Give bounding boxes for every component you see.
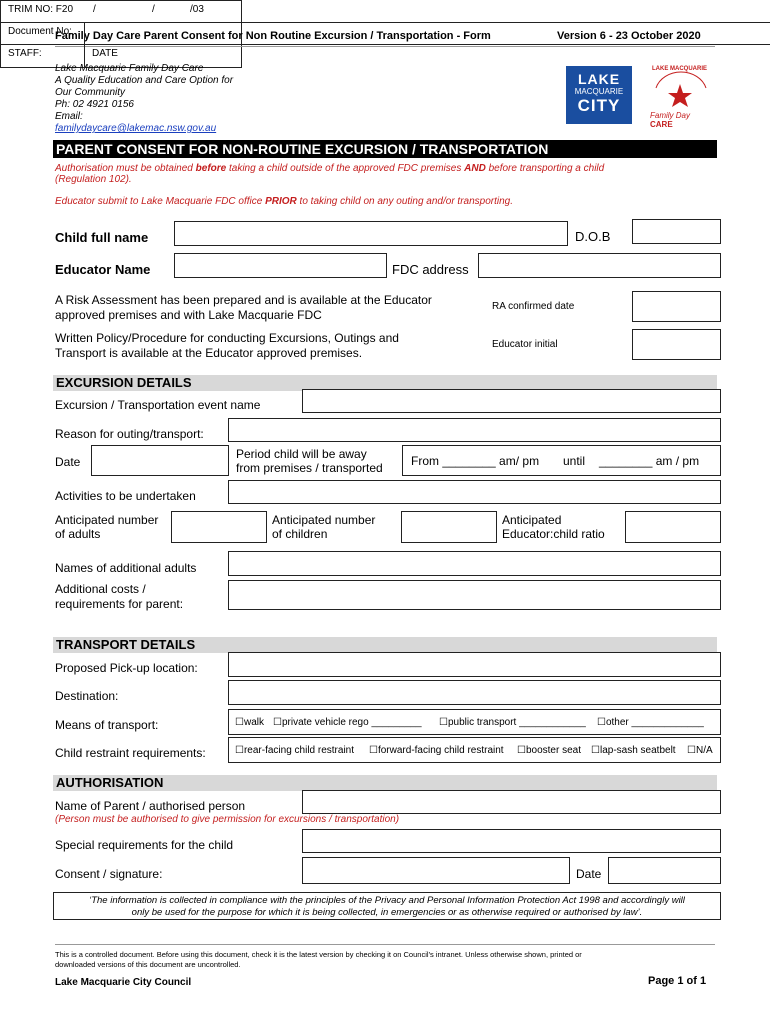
consent-date-label: Date <box>576 867 602 881</box>
footer-divider <box>55 944 715 945</box>
educator-name-label: Educator Name <box>55 262 151 277</box>
org-phone: Ph: 02 4921 0156 <box>55 99 134 110</box>
risk-assessment-text: A Risk Assessment has been prepared and is available at the Educator approved premises and with Lake Macquarie FDC <box>55 293 432 322</box>
children-label: Anticipated number of children <box>272 513 376 541</box>
parent-name-label: Name of Parent / authorised person <box>55 799 246 813</box>
logo-city-text: CITY <box>577 96 621 115</box>
reason-label: Reason for outing/transport: <box>55 427 204 441</box>
na-checkbox[interactable]: ☐ N/A <box>687 745 713 756</box>
privacy-statement: ‘The information is collected in compliance with the principles of the Privacy and Personal Information Protection Act 1998 and accordingly will only be used for the purpose for which it is being collected, in emergencies or as otherwise required or authorised by law’. <box>53 892 721 920</box>
consent-signature-input[interactable] <box>302 857 570 884</box>
org-email-link[interactable]: familydaycare@lakemac.nsw.gov.au <box>55 123 217 134</box>
educator-name-input[interactable] <box>174 253 387 278</box>
until-label: until <box>563 454 586 468</box>
trim-label: TRIM NO: F20 <box>8 4 74 15</box>
footer-council: Lake Macquarie City Council <box>55 977 192 988</box>
page-number: Page 1 of 1 <box>648 975 707 987</box>
excursion-details-heading: EXCURSION DETAILS <box>53 375 717 391</box>
header-divider <box>55 46 715 47</box>
forward-facing-checkbox[interactable]: ☐ forward-facing child restraint <box>369 745 504 756</box>
reason-input[interactable] <box>228 418 721 442</box>
additional-costs-label: Additional costs / requirements for parent: <box>55 582 184 611</box>
child-full-name-label: Child full name <box>55 230 149 245</box>
additional-adults-input[interactable] <box>228 551 721 576</box>
lap-sash-checkbox[interactable]: ☐ lap-sash seatbelt <box>591 745 676 756</box>
until-time-blank: ________ am / pm <box>599 454 700 468</box>
special-requirements-label: Special requirements for the child <box>55 838 234 852</box>
event-name-input[interactable] <box>302 389 721 413</box>
logo-lake-text: LAKE <box>577 71 621 87</box>
adults-label: Anticipated number of adults <box>55 513 159 541</box>
lake-macquarie-city-logo <box>566 66 632 124</box>
rear-facing-checkbox[interactable]: ☐ rear-facing child restraint <box>235 745 354 756</box>
family-day-care-logo <box>646 64 714 129</box>
logo-fdc-text-1: Family Day <box>650 111 691 120</box>
controlled-document-note: This is a controlled document. Before using this document, check it is the latest version by checking it on Council’s intranet. Unless otherwise shown, printed or downloaded versions of this document are uncontrolled. <box>55 950 582 969</box>
form-title: PARENT CONSENT FOR NON-ROUTINE EXCURSION / TRANSPORTATION <box>53 140 717 158</box>
consent-date-input[interactable] <box>608 857 721 884</box>
educator-initial-label: Educator initial <box>492 339 558 350</box>
from-label: From ________ am/ pm <box>411 454 540 468</box>
destination-label: Destination: <box>55 689 119 703</box>
fdc-address-input[interactable] <box>478 253 721 278</box>
educator-initial-input[interactable] <box>632 329 721 360</box>
walk-checkbox[interactable]: ☐ walk <box>235 717 264 728</box>
consent-signature-label: Consent / signature: <box>55 867 163 881</box>
dob-label: D.O.B <box>575 229 611 244</box>
submit-note: Educator submit to Lake Macquarie FDC office PRIOR to taking child on any outing and/or transporting. <box>55 196 514 207</box>
special-requirements-input[interactable] <box>302 829 721 853</box>
means-label: Means of transport: <box>55 718 159 732</box>
org-email-label: Email: <box>55 111 83 122</box>
parent-name-note: (Person must be authorised to give permission for excursions / transportation) <box>55 814 400 825</box>
org-tagline-2: Our Community <box>55 87 126 98</box>
activities-label: Activities to be undertaken <box>55 489 196 503</box>
date-label: DATE <box>92 48 118 59</box>
additional-costs-input[interactable] <box>228 580 721 610</box>
restraint-options <box>228 737 721 763</box>
authorisation-heading: AUTHORISATION <box>53 775 717 791</box>
org-tagline-1: A Quality Education and Care Option for <box>55 75 234 86</box>
period-time-input[interactable] <box>402 445 721 476</box>
trim-box <box>0 0 242 68</box>
pickup-input[interactable] <box>228 652 721 677</box>
pickup-label: Proposed Pick-up location: <box>55 661 198 675</box>
trim-slash-2: / <box>152 4 155 15</box>
ra-confirmed-label: RA confirmed date <box>492 301 575 312</box>
policy-text: Written Policy/Procedure for conducting Excursions, Outings and Transport is available at the Educator approved premises. <box>55 331 399 360</box>
authorisation-note: Authorisation must be obtained before taking a child outside of the approved FDC premises AND before transporting a child (Regulation 102). <box>55 163 605 185</box>
adults-count-input[interactable] <box>171 511 267 543</box>
trim-slash-1: / <box>93 4 96 15</box>
booster-seat-checkbox[interactable]: ☐ booster seat <box>517 745 581 756</box>
logo-macquarie-text: MACQUARIE <box>574 87 624 96</box>
child-full-name-input[interactable] <box>174 221 568 246</box>
logo-fdc-text-2: CARE <box>650 120 673 129</box>
parent-name-input[interactable] <box>302 790 721 814</box>
ratio-label: Anticipated Educator:child ratio <box>502 513 605 541</box>
children-count-input[interactable] <box>401 511 497 543</box>
restraint-label: Child restraint requirements: <box>55 746 206 760</box>
additional-adults-label: Names of additional adults <box>55 561 197 575</box>
header-version: Version 6 - 23 October 2020 <box>557 30 701 42</box>
fdc-address-label: FDC address <box>392 262 469 277</box>
period-away-label: Period child will be away from premises / transported <box>236 447 383 475</box>
document-no-label: Document No: <box>8 26 72 37</box>
other-transport-checkbox[interactable]: ☐ other _____________ <box>597 717 704 728</box>
trim-suffix: /03 <box>190 4 204 15</box>
dob-input[interactable] <box>632 219 721 244</box>
ratio-input[interactable] <box>625 511 721 543</box>
excursion-date-input[interactable] <box>91 445 229 476</box>
destination-input[interactable] <box>228 680 721 705</box>
ra-confirmed-date-input[interactable] <box>632 291 721 322</box>
org-name: Lake Macquarie Family Day Care <box>55 63 204 74</box>
org-info <box>55 63 233 135</box>
activities-input[interactable] <box>228 480 721 504</box>
date-label-excursion: Date <box>55 455 81 469</box>
logo-fdc-arc: LAKE MACQUARIE <box>652 66 707 72</box>
header-title: Family Day Care Parent Consent for Non Routine Excursion / Transportation - Form <box>55 30 491 42</box>
event-name-label: Excursion / Transportation event name <box>55 398 261 412</box>
staff-label: STAFF: <box>8 48 42 59</box>
transport-details-heading: TRANSPORT DETAILS <box>53 637 717 653</box>
public-transport-checkbox[interactable]: ☐ public transport ____________ <box>439 717 586 728</box>
private-vehicle-checkbox[interactable]: ☐ private vehicle rego _________ <box>273 717 422 728</box>
means-options <box>228 709 721 735</box>
